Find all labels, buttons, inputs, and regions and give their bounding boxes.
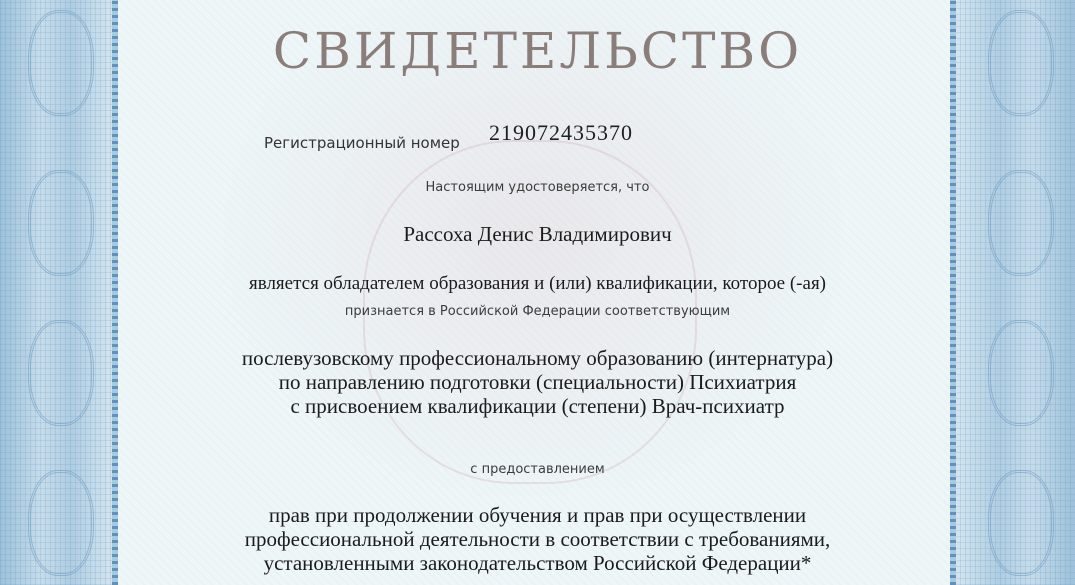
holder-name: Рассоха Денис Владимирович bbox=[403, 222, 672, 246]
certify-text: Настоящим удостоверяется, что bbox=[425, 180, 650, 195]
rights-line-2: профессиональной деятельности в соответствии с требованиями, bbox=[244, 527, 831, 551]
education-line-2: по направлению подготовки (специальности) Психиатрия bbox=[278, 370, 797, 394]
education-line-1: послевузовскому профессиональному образованию (интернатура) bbox=[241, 346, 834, 370]
recognized-text: признается в Российской Федерации соответствующим bbox=[344, 304, 731, 319]
rights-line-3: установленными законодательством Российской Федерации* bbox=[263, 551, 812, 575]
holder-line: является обладателем образования и (или) квалификации, которое (-ая) bbox=[248, 273, 827, 294]
certificate-title: СВИДЕТЕЛЬСТВО bbox=[272, 22, 803, 80]
rights-line-1: прав при продолжении обучения и прав при осуществлении bbox=[268, 503, 807, 527]
registration-number: 219072435370 bbox=[489, 120, 633, 145]
education-line-3: с присвоением квалификации (степени) Врач-психиатр bbox=[290, 394, 785, 418]
registration-label: Регистрационный номер bbox=[264, 134, 460, 152]
granting-text: с предоставлением bbox=[470, 462, 605, 477]
